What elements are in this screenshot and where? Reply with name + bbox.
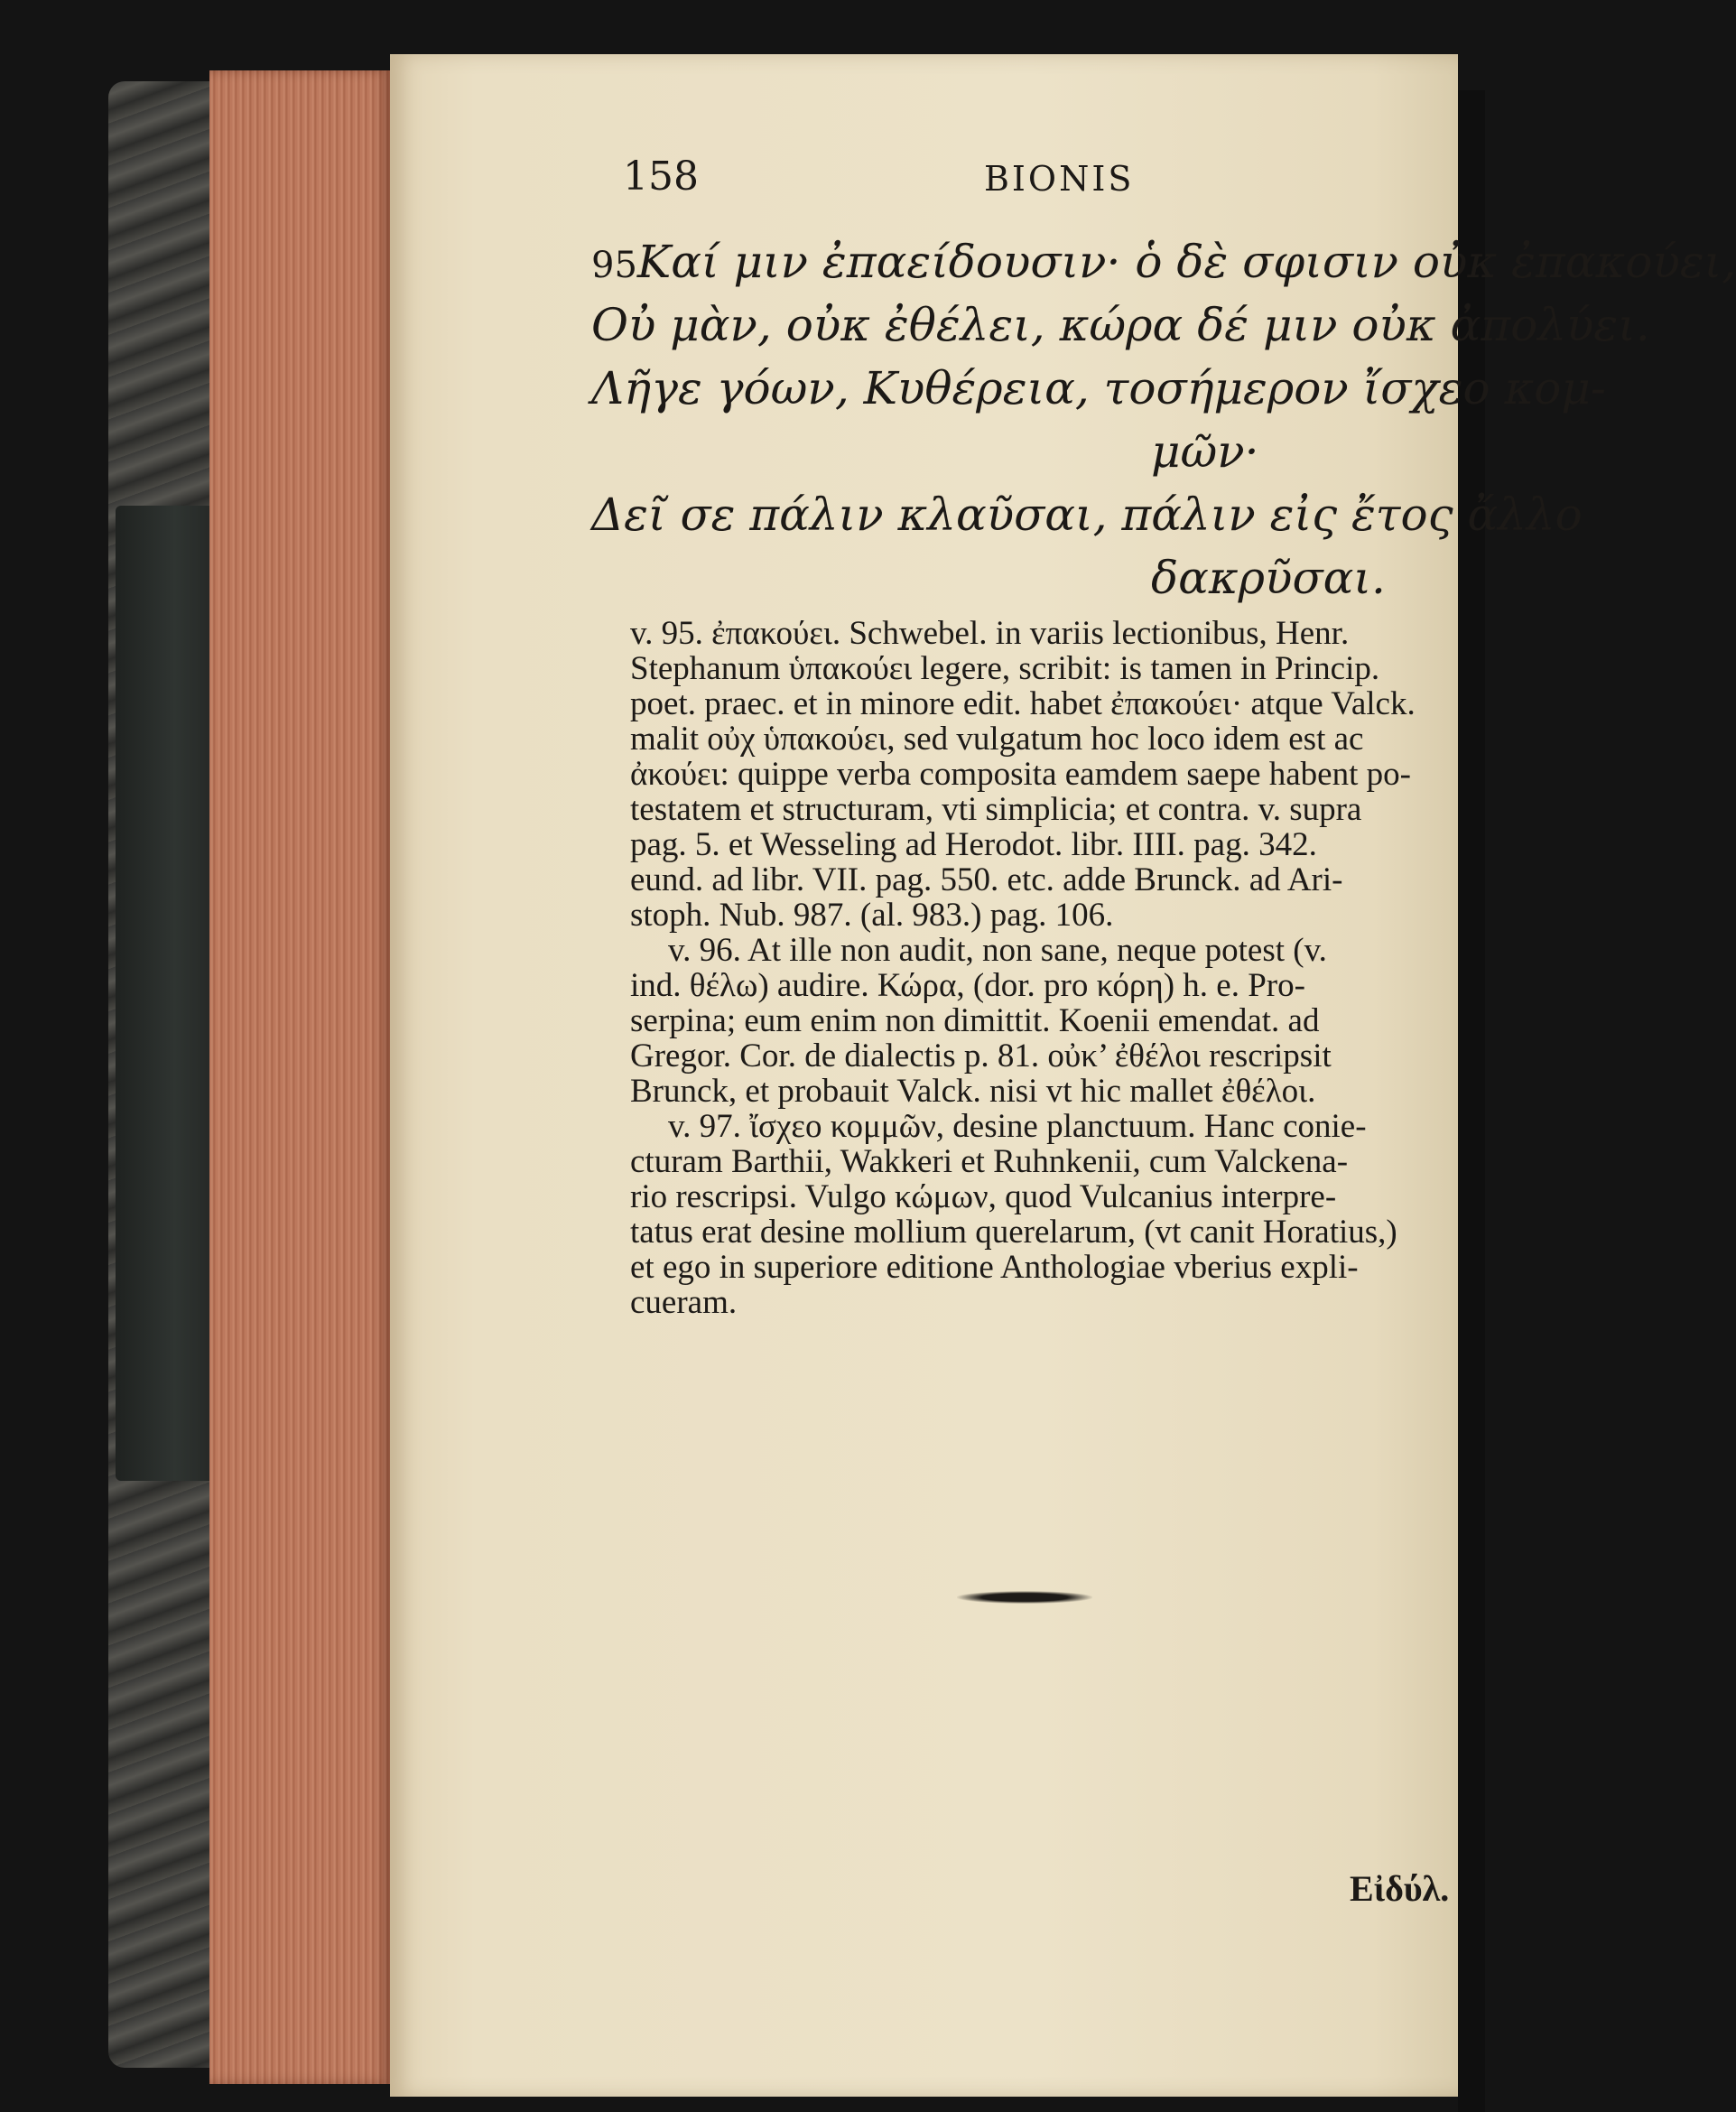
verse-number: 95 bbox=[591, 245, 637, 286]
verse-line bbox=[591, 293, 1650, 357]
catchword: Εἰδύλ. bbox=[1350, 1868, 1450, 1909]
note-line: Brunck, et probauit Valck. nisi vt hic mallet ἐθέλοι. bbox=[630, 1073, 1316, 1110]
page-header bbox=[623, 154, 1183, 199]
note-line: eund. ad libr. VII. pag. 550. etc. adde Brunck. ad Ari- bbox=[630, 861, 1343, 898]
running-title: BIONIS bbox=[984, 159, 1135, 199]
page-number: 158 bbox=[623, 154, 699, 200]
verse-continuation bbox=[591, 420, 1449, 483]
verse-line bbox=[591, 230, 1736, 293]
verse-text: μῶν· bbox=[1151, 425, 1259, 478]
note-line: cueram. bbox=[630, 1284, 738, 1321]
note-line: ἀκούει: quippe verba composita eamdem saepe habent po- bbox=[630, 756, 1411, 793]
note-line: stoph. Nub. 987. (al. 983.) pag. 106. bbox=[630, 897, 1114, 934]
note-line: pag. 5. et Wesseling ad Herodot. libr. IIII. pag. 342. bbox=[630, 826, 1317, 863]
page-edges-red bbox=[209, 70, 390, 2084]
verse-text: Οὐ μὰν, οὐκ ἐθέλει, κώρα δέ μιν οὐκ ἀπολύει. bbox=[591, 299, 1650, 351]
note-line: tatus erat desine mollium querelarum, (vt canit Horatius,) bbox=[630, 1214, 1397, 1251]
note-line: Gregor. Cor. de dialectis p. 81. οὐκ’ ἐθέλοι rescripsit bbox=[630, 1037, 1332, 1075]
note-line: v. 97. ἴσχεο κομμῶν, desine planctuum. Hanc conie- bbox=[668, 1108, 1367, 1145]
verse-text: δακρῦσαι. bbox=[1151, 552, 1386, 604]
verse-line bbox=[591, 483, 1583, 546]
binding-leather-band bbox=[116, 506, 215, 1481]
verse-continuation bbox=[591, 546, 1449, 609]
note-line: v. 96. At ille non audit, non sane, neque potest (v. bbox=[668, 932, 1327, 969]
note-line: rio rescripsi. Vulgo κώμων, quod Vulcanius interpre- bbox=[630, 1178, 1337, 1215]
note-line: ind. θέλω) audire. Κώρα, (dor. pro κόρη) h. e. Pro- bbox=[630, 967, 1305, 1004]
greek-verses bbox=[591, 230, 1736, 609]
commentary-notes bbox=[630, 616, 1447, 1320]
end-ornament-rule bbox=[957, 1591, 1092, 1604]
note-line: cturam Barthii, Wakkeri et Ruhnkenii, cum Valckena- bbox=[630, 1143, 1349, 1180]
verse-text: Λῆγε γόων, Κυθέρεια, τοσήμερον ἴσχεο κομ- bbox=[591, 362, 1606, 414]
verse-text: Καί μιν ἐπαείδουσιν· ὁ δὲ σφισιν οὐκ ἐπακούει, bbox=[636, 236, 1736, 288]
verse-line bbox=[591, 357, 1606, 420]
verse-text: Δεῖ σε πάλιν κλαῦσαι, πάλιν εἰς ἔτος ἄλλο bbox=[591, 488, 1583, 541]
note-line: v. 95. ἐπακούει. Schwebel. in variis lectionibus, Henr. bbox=[630, 615, 1350, 652]
note-line: poet. praec. et in minore edit. habet ἐπακούει· atque Valck. bbox=[630, 685, 1416, 722]
note-line: et ego in superiore editione Anthologiae vberius expli- bbox=[630, 1249, 1359, 1286]
note-line: testatem et structuram, vti simplicia; et contra. v. supra bbox=[630, 791, 1362, 828]
note-line: malit οὐχ ὑπακούει, sed vulgatum hoc loco idem est ac bbox=[630, 721, 1364, 758]
note-line: serpina; eum enim non dimittit. Koenii emendat. ad bbox=[630, 1002, 1320, 1039]
note-line: Stephanum ὑπακούει legere, scribit: is tamen in Princip. bbox=[630, 650, 1380, 687]
